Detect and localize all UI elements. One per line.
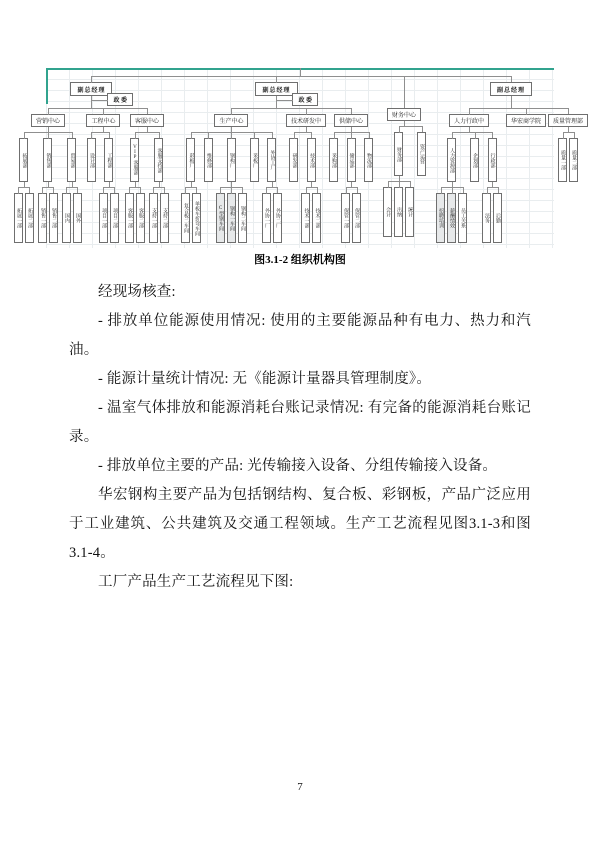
org-dept [97,132,121,243]
sub-box: 技术二部 [312,193,321,243]
sub-box: 支持一部 [149,193,158,243]
org-center [122,108,172,243]
sub-box: 技术一部 [301,193,310,243]
paragraph: 工厂产品生产工艺流程见下图: [98,574,294,590]
paragraph: 华宏钢构主要产品为包括钢结构、复合板、彩钢板，产品广泛应用于工业建筑、公共建筑及交通工程领域。生产工艺流程见图3.1-3和图3.1-4。 [69,487,531,561]
centers-row [178,96,375,243]
org-sub [215,187,226,243]
org-branch [175,76,378,243]
org-branch [8,76,175,243]
dept-box: 采购部 [329,138,338,182]
depts-row [12,127,84,243]
paragraph: - 温室气体排放和能源消耗台账记录情况: 有完备的能源消耗台账记录。 [69,400,531,445]
sub-box: 项目一部 [99,193,108,243]
depts-row [86,127,121,243]
subs-row [382,176,415,237]
org-dept [36,132,60,243]
sub-box: 外协一厂 [262,193,271,243]
org-branch [430,76,592,243]
body-text [69,278,531,597]
org-dept [203,132,214,182]
sub-box: 拓展二部 [25,193,34,243]
org-sub [492,187,503,243]
org-sub [180,187,191,243]
center-box: 工程中心 [86,114,120,127]
org-dept [299,132,323,243]
org-sub [237,187,248,243]
org-sub [148,187,159,243]
dept-box: 维修部 [204,138,213,182]
org-dept [557,132,568,182]
dept-box: 外协工厂 [267,138,276,182]
subs-row [261,182,283,243]
depts-row [557,127,579,182]
dept-box: 销售部 [43,138,52,182]
org-sub [382,181,393,237]
org-dept [147,132,171,243]
org-sub [351,187,362,243]
org-sub [340,187,351,243]
depts-row [288,127,323,243]
center-box: 财务中心 [387,108,421,121]
org-sub [446,187,457,243]
org-branch [378,76,430,237]
subs-row [98,182,120,243]
org-center [11,108,85,243]
subs-row [148,182,170,243]
center-box: 客服中心 [130,114,164,127]
depts-row [434,127,504,243]
dept-box: 设计部 [87,138,96,182]
org-dept [288,132,299,182]
dept-box: 钢构厂 [227,138,236,182]
subs-row [180,182,202,243]
depts-row [328,127,374,243]
subs-row [37,182,59,243]
sub-box: 后勤 [493,193,502,243]
center-box: 供储中心 [334,114,368,127]
org-sub [261,187,272,243]
org-dept [86,132,97,182]
dept-box: 资产运营 [417,132,426,176]
org-dept [434,132,469,243]
org-sub [435,187,446,243]
sub-box: 钢构二车间 [238,193,247,243]
sub-box: 销售二部 [49,193,58,243]
dept-box: 质量一部 [558,138,567,182]
exec-box: 副总经理 [490,82,532,96]
dept-box: 质量二部 [569,138,578,182]
center-box: 质量管理部 [548,114,588,127]
org-chart-canvas [15,68,584,248]
sub-box: 员工关系 [458,193,467,243]
org-dept [381,126,416,237]
org-chart-tree [15,76,584,243]
staff-box: 政 委 [292,93,318,106]
dept-box: 技术部 [307,138,316,182]
paragraph: - 能源计量统计情况: 无《能源计量器具管理制度》。 [98,371,432,387]
dept-box: 客服支持部 [154,138,163,182]
org-sub [13,187,24,243]
exec-box: 副总经理 [70,82,112,96]
depts-row [179,127,284,243]
org-sub [393,181,404,237]
page-number: 7 [297,781,303,793]
center-box: 技术研发中 [286,114,326,127]
sub-box: 钢构一车间 [227,193,236,243]
subs-row [300,182,322,243]
org-sub [226,187,237,243]
org-center [505,108,547,127]
dept-box: 人力资源部 [447,138,456,182]
org-sub [24,187,35,243]
org-sub [311,187,322,243]
org-sub [48,187,59,243]
org-dept [363,132,374,182]
center-box: 营销中心 [31,114,65,127]
dept-box: 工程部 [104,138,113,182]
org-dept [60,132,84,243]
org-sub [457,187,468,243]
dept-box: 储运部 [347,138,356,182]
sub-box: 招聘培训 [436,193,445,243]
sub-box: 国外 [73,193,82,243]
exec-box: 副总经理 [255,82,297,96]
org-sub [191,187,202,243]
centers-row [11,96,172,243]
paragraph: - 排放单位主要的产品: 光传输接入设备、分组传输接入设备。 [98,458,498,474]
org-sub [37,187,48,243]
org-center [547,108,589,182]
sub-box: 出纳 [394,187,403,237]
org-sub [124,187,135,243]
subs-row [13,182,35,243]
subs-row [215,182,248,243]
org-sub [135,187,146,243]
org-dept [328,132,339,182]
centers-row [433,96,589,243]
org-sub [72,187,83,243]
center-box: 人力行政中 [449,114,489,127]
dept-box: 企划部 [470,138,479,182]
dept-box: 财务部 [394,132,403,176]
sub-box: C型钢车间 [216,193,225,243]
sub-box: 拓展一部 [14,193,23,243]
org-dept [339,132,363,243]
org-dept [260,132,284,243]
org-dept [179,132,203,243]
dept-box: 贸易部 [67,138,76,182]
figure-caption: 图3.1-2 组织机构图 [254,254,346,266]
subs-row [481,182,503,243]
org-center [85,108,122,243]
org-center [178,108,285,243]
org-dept [416,126,427,176]
depts-row [381,121,427,237]
dept-box: 物流部 [364,138,373,182]
dept-box: 彩板厂 [186,138,195,182]
paragraph: 经现场核查: [98,284,176,300]
center-box: 生产中心 [214,114,248,127]
sub-box: 会计 [383,187,392,237]
org-dept [249,132,260,182]
org-dept [123,132,147,243]
org-dept [469,132,480,182]
sub-box: 单板车折弯车间 [192,193,201,243]
dept-box: 拓展部 [19,138,28,182]
dept-box: VIP客服部 [130,138,139,182]
org-sub [98,187,109,243]
subs-row [435,182,468,243]
sub-box: 统计 [405,187,414,237]
org-sub [159,187,170,243]
org-dept [12,132,36,243]
sub-box: 保管一部 [341,193,350,243]
dept-box: 研发部 [289,138,298,182]
org-sub [404,181,415,237]
org-dept [214,132,249,243]
org-center [433,108,505,243]
sub-box: 外协二厂 [273,193,282,243]
connector-drop [404,82,405,108]
staff-box: 政 委 [107,93,133,106]
sub-box: 客服二部 [136,193,145,243]
sub-box: 复合板二车间 [181,193,190,243]
sub-box: 支持二部 [160,193,169,243]
sub-box: 客服一部 [125,193,134,243]
org-sub [272,187,283,243]
org-center [327,108,375,243]
subs-row [61,182,83,243]
sub-box: 保管二部 [352,193,361,243]
org-center [285,108,327,243]
org-sub [481,187,492,243]
org-chart-figure [0,68,600,267]
subs-row [124,182,146,243]
center-box: 华宏商学院 [506,114,546,127]
paragraph: - 排放单位能源使用情况: 使用的主要能源品种有电力、热力和汽油。 [69,313,531,358]
dept-box: 采板厂 [250,138,259,182]
org-dept [568,132,579,182]
dept-box: 行政部 [488,138,497,182]
sub-box: 国内 [62,193,71,243]
sub-box: 项目二部 [110,193,119,243]
org-sub [109,187,120,243]
depts-row [123,127,171,243]
org-sub [61,187,72,243]
org-dept [480,132,504,243]
org-sub [300,187,311,243]
sub-box: 薪酬绩效 [447,193,456,243]
sub-box: 销售一部 [38,193,47,243]
subs-row [340,182,362,243]
sub-box: 法务 [482,193,491,243]
